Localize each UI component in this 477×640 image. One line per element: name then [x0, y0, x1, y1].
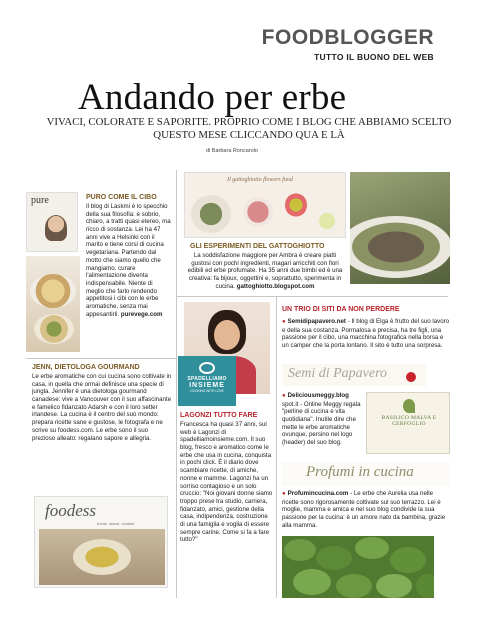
chickpea-dish-photo — [26, 256, 80, 352]
gattoghiotto-caption: Il gattoghiotto flowers food — [227, 177, 293, 183]
profumincucina-logo: Profumi in cucina — [282, 462, 450, 486]
profumincucina-link[interactable]: ● Profumincucina.com — [282, 490, 348, 497]
semidipapavero-logo: Semi di Papavero — [282, 364, 426, 386]
pure-logo: pure — [31, 195, 49, 206]
herb-plate-photo — [350, 172, 450, 284]
trio-item-3: ● Profumincucina.com - Le erbe che Aurelia usa nelle ricette sono rigorosamente coltivate sul suo terrazzo. Lei è moglie, mamma e amica e nel suo blog condivide la sua passione per la cucina: è un amore nato da bambina, grazie alla mamma. — [282, 490, 450, 529]
article-deck: VIVACI, COLORATE E SAPORITE. PROPRIO COME I BLOG CHE ABBIAMO SCELTO QUESTO MESE CLICCANDO QUA E LÀ — [46, 116, 452, 141]
article-headline: Andando per erbe — [78, 77, 347, 118]
trio-item-1: ● Semidipapavero.net - Il blog di Elga è frutto del suo lavoro e della sua costanza. Pormalosa e precisa, ha tre figli, una passione per il cibo, una macchina fotografica nella borsa e un camper che la porta lontano. Il sito è tutto una sorpresa. — [282, 318, 450, 350]
herb-sprig-icon — [403, 399, 415, 413]
trio-section-title: UN TRIO DI SITI DA NON PERDERE — [282, 306, 400, 313]
lagonzi-section-body: Francesca ha quasi 37 anni, sul web è Lagonzi di spadelliamoinsieme.com. Il suo blog, fresco e aromatico come le erbe che usa in cucina, conquista in pochi click. È il diario dove scambiare ricette, di amiche, nonne e mamme. Lagonzi ha un sorriso contagioso e un solo cruccio: "Noi giovani donne siamo troppo prese tra studio, carriera, fidanzato, amici, gestione della casa, indipendenza, costruzione di una famiglia e voglia di essere sempre carine. Come si fa a fare tutto?" — [180, 421, 273, 544]
foodess-nav: home about contact — [97, 521, 135, 526]
puro-section-body: Il blog di Laskmi è lo specchio della sua filosofia: è sobrio, chiaro, a tratti quasi etereo, ma ricco di sostanza. Lei ha 47 anni vive a Helsinki con il marito e tiene corsi di cucina vegetariana. Partendo dal motto che siamo quello che mangiamo, curare l'alimentazione diventa indispensabile. Niente di meglio che farlo rendendo appetitosi i cibi con le erbe aromatiche, senza mai appesantirli. purevege.com — [86, 203, 171, 318]
gattoghiotto-section-body: La soddisfazione maggiore per Ambra è creare piatti gustosi con pochi ingredienti, magari arricchiti con fiori edibili ed erbe profumate. Ha 35 anni due bimbi ed è una creativa: fa bijoux, oggettini e, soprattutto, sperimenta in cucina. gattoghiotto.blogspot.com — [187, 252, 343, 290]
deliciousmeggy-logo: BASILICO MALVA E CERFOGLIO — [366, 392, 450, 454]
puro-link[interactable]: purevege.com — [120, 310, 163, 318]
column-divider — [276, 296, 277, 598]
trio-item-2: ● Deliciousmeggy.blog spot.it - Online Meggy regala "perline di cucina e vita quotidiana". Inutile dire che mette le erbe aromatiche ovunque, persino nel logo (header) del suo blog. — [282, 392, 362, 447]
row-divider — [26, 358, 176, 359]
pan-icon — [199, 362, 215, 374]
poppy-icon — [406, 372, 416, 382]
row-divider — [176, 296, 448, 297]
article-byline: di Barbara Roncarolo — [206, 148, 258, 154]
foodess-logo: foodess — [45, 501, 96, 520]
herb-leaves-photo — [282, 536, 434, 598]
column-divider — [176, 170, 177, 598]
semidipapavero-link[interactable]: ● Semidipapavero.net — [282, 318, 346, 325]
jenn-section-body: Le erbe aromatiche con cui cucina sono coltivate in casa, in quella che ormai definisce una specie di jungla. Jennifer è una dietologa gourmand canadese: vive a Vancouver con il suo affascinante e famelico fidanzato Adarsh e con il loro setter irlandese. La cucina è il centro del suo mondo: prepara ricette sane e gustose, le fotografa e ne scrive su foodess.com. Le erbe sono il suo prezioso alleato: regalano sapore e allegria. — [32, 373, 172, 442]
blogger-portrait — [45, 215, 67, 241]
purevege-screenshot — [26, 192, 78, 252]
deliciousmeggy-link[interactable]: ● Deliciousmeggy.blog — [282, 392, 349, 399]
magazine-section-tagline: TUTTO IL BUONO DEL WEB — [314, 52, 434, 62]
leaves-pattern — [282, 536, 434, 598]
gattoghiotto-link[interactable]: gattoghiotto.blogspot.com — [236, 282, 315, 290]
lagonzi-section-title: LAGONZI TUTTO FARE — [180, 412, 258, 419]
gattoghiotto-screenshot — [184, 172, 346, 238]
jenn-section-title: JENN, DIETOLOGA GOURMAND — [32, 364, 140, 371]
spadelliamo-badge: SPADELLIAMO INSIEME COOKING WITH LOVE — [178, 356, 236, 406]
foodess-screenshot — [34, 496, 168, 588]
magazine-section-title: FOODBLOGGER — [261, 26, 434, 49]
puro-section-title: PURO COME IL CIBO — [86, 194, 157, 201]
gattoghiotto-section-title: GLI ESPERIMENTI DEL GATTOGHIOTTO — [190, 243, 325, 250]
